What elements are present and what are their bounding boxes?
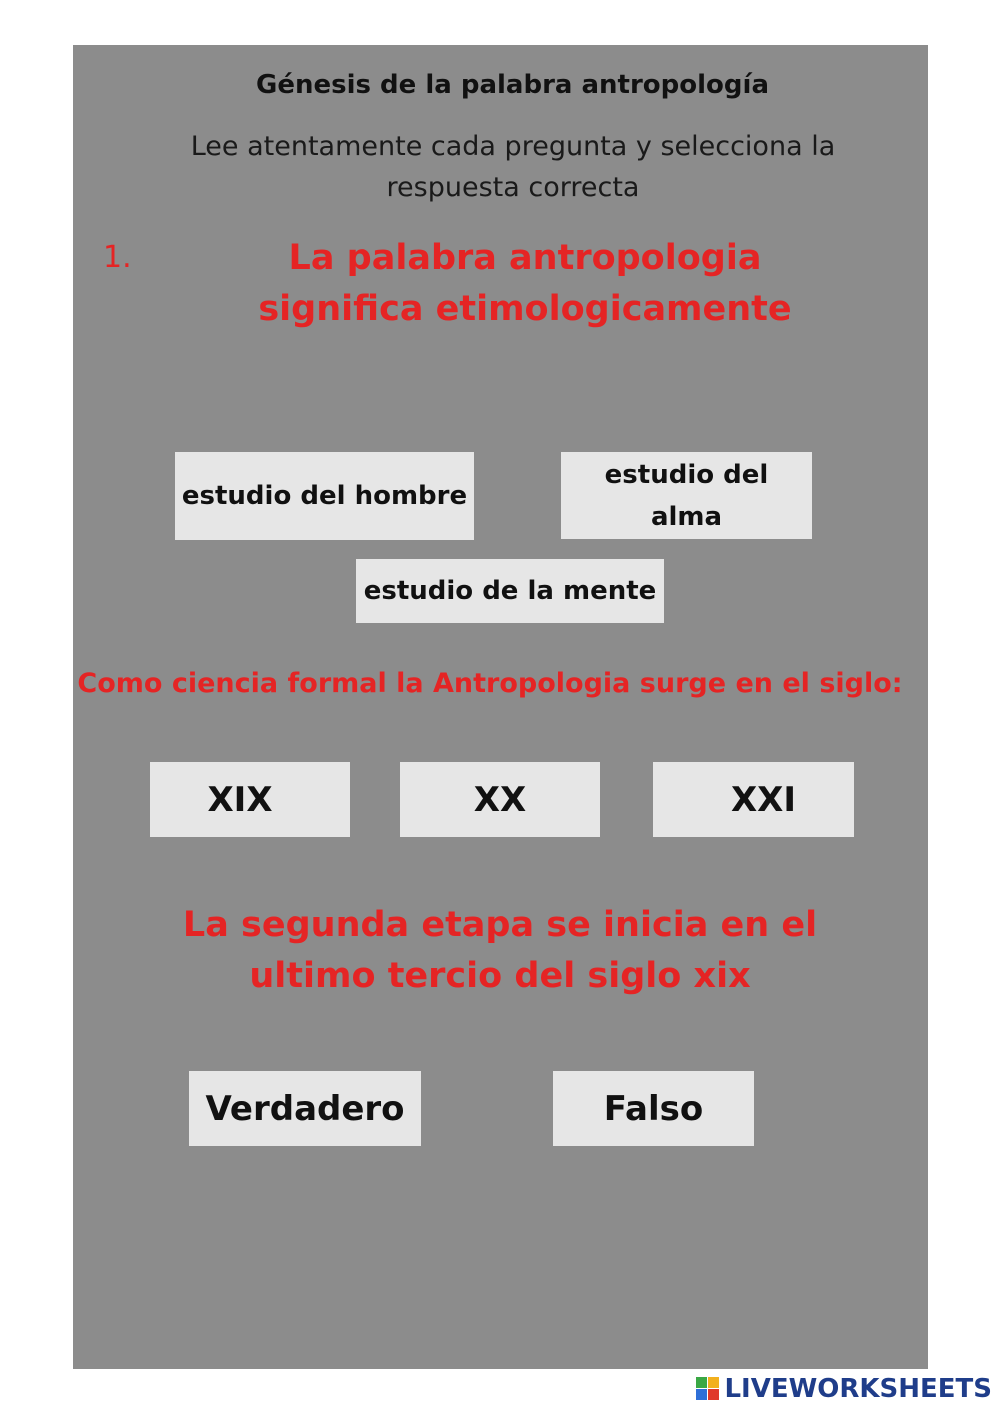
question3-text: La segunda etapa se inicia en el ultimo tercio del siglo xix <box>182 905 818 996</box>
q1-option-estudio-de-la-mente[interactable]: estudio de la mente <box>356 559 664 623</box>
worksheet-title: Génesis de la palabra antropología <box>256 70 769 100</box>
q1-option-estudio-del-hombre[interactable]: estudio del hombre <box>175 452 474 540</box>
question1-text: La palabra antropologia significa etimologicamente <box>258 238 792 329</box>
q3-option-falso[interactable]: Falso <box>553 1071 754 1146</box>
question1-number: 1. <box>103 240 132 275</box>
q2-option-xix[interactable]: XIX <box>150 762 350 837</box>
q3-option-verdadero[interactable]: Verdadero <box>189 1071 421 1146</box>
logo-square <box>696 1389 707 1400</box>
logo-square <box>708 1389 719 1400</box>
q2-option-xxi[interactable]: XXI <box>653 762 854 837</box>
q1-option-estudio-del-alma[interactable]: estudio del alma <box>561 452 812 539</box>
q2-option-xx[interactable]: XX <box>400 762 600 837</box>
question2-text: Como ciencia formal la Antropologia surge en el siglo: <box>77 668 903 699</box>
liveworksheets-logo <box>696 1374 992 1404</box>
liveworksheets-logo-text: LIVEWORKSHEETS <box>724 1374 992 1404</box>
logo-square <box>708 1377 719 1388</box>
logo-square <box>696 1377 707 1388</box>
worksheet-instructions: Lee atentamente cada pregunta y selecciona la respuesta correcta <box>190 131 836 203</box>
liveworksheets-logo-icon <box>696 1377 720 1401</box>
